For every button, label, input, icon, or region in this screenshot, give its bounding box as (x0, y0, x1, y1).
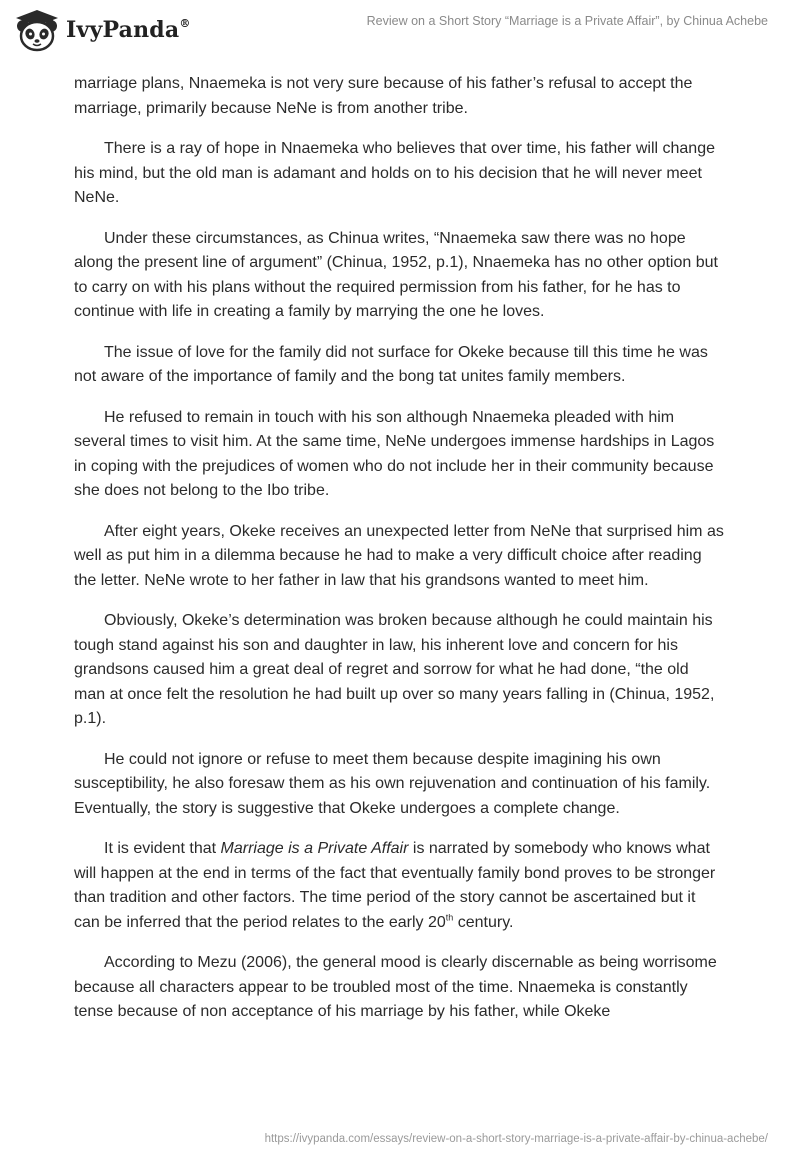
paragraph (74, 837, 724, 935)
paragraph: marriage plans, Nnaemeka is not very sure because of his father’s refusal to accept the marriage, primarily because NeNe is from another tribe. (74, 75, 693, 117)
brand-logo[interactable] (14, 8, 191, 52)
registered-mark: ® (179, 16, 191, 30)
paragraph-text: is narrated by somebody who knows what will happen at the end in terms of the fact that eventually family bond proves to be stronger than tradition and other factors. The time period of the story cannot be ascertained but it can be inferred that the period relates to the early 20 (74, 840, 716, 931)
ordinal-suffix: th (445, 912, 454, 923)
essay-body (74, 72, 724, 1041)
story-title: Marriage is a Private Affair (220, 840, 409, 857)
document-title: Review on a Short Story “Marriage is a Private Affair”, by Chinua Achebe (366, 14, 768, 28)
paragraph: After eight years, Okeke receives an unexpected letter from NeNe that surprised him as well as put him in a dilemma because he had to make a very difficult choice after reading the letter. NeNe wrote to her father in law that his grandsons wanted to meet him. (74, 522, 724, 589)
brand-name: IvyPanda® (66, 16, 191, 43)
source-url[interactable]: https://ivypanda.com/essays/review-on-a-short-story-marriage-is-a-private-affair-by-chinua-achebe/ (264, 1133, 768, 1145)
page-header (0, 0, 800, 60)
paragraph: Under these circumstances, as Chinua writes, “Nnaemeka saw there was no hope along the present line of argument” (Chinua, 1952, p.1), Nnaemeka has no other option but to carry on with his plans without the required permission from his father, for he has to continue with life in creating a family by marrying the one he loves. (74, 229, 718, 320)
paragraph: There is a ray of hope in Nnaemeka who believes that over time, his father will change his mind, but the old man is adamant and holds on to his decision that he will never meet NeNe. (74, 140, 715, 206)
paragraph: He could not ignore or refuse to meet them because despite imagining his own susceptibility, he also foresaw them as his own rejuvenation and continuation of his family. Eventually, the story is suggestive that Okeke undergoes a complete change. (74, 750, 711, 817)
paragraph-text: It is evident that (104, 840, 221, 857)
paragraph: The issue of love for the family did not surface for Okeke because till this time he was not aware of the importance of family and the bong tat unites family members. (74, 343, 708, 385)
paragraph: Obviously, Okeke’s determination was broken because although he could maintain his tough stand against his son and daughter in law, his inherent love and concern for his grandsons caused him a great deal of regret and sorrow for what he had done, “the old man at once felt the resolution he had built up over so many years falling in (Chinua, 1952, p.1). (74, 612, 715, 727)
panda-graduate-icon (14, 8, 60, 52)
paragraph: According to Mezu (2006), the general mood is clearly discernable as being worrisome because all characters appear to be troubled most of the time. Nnaemeka is constantly tense because of non acceptance of his marriage by his father, while Okeke (74, 954, 717, 1020)
paragraph-text: century. (453, 913, 514, 931)
paragraph: He refused to remain in touch with his son although Nnaemeka pleaded with him several times to visit him. At the same time, NeNe undergoes immense hardships in Lagos in coping with the prejudices of women who do not include her in their community because she does not belong to the Ibo tribe. (74, 408, 715, 499)
